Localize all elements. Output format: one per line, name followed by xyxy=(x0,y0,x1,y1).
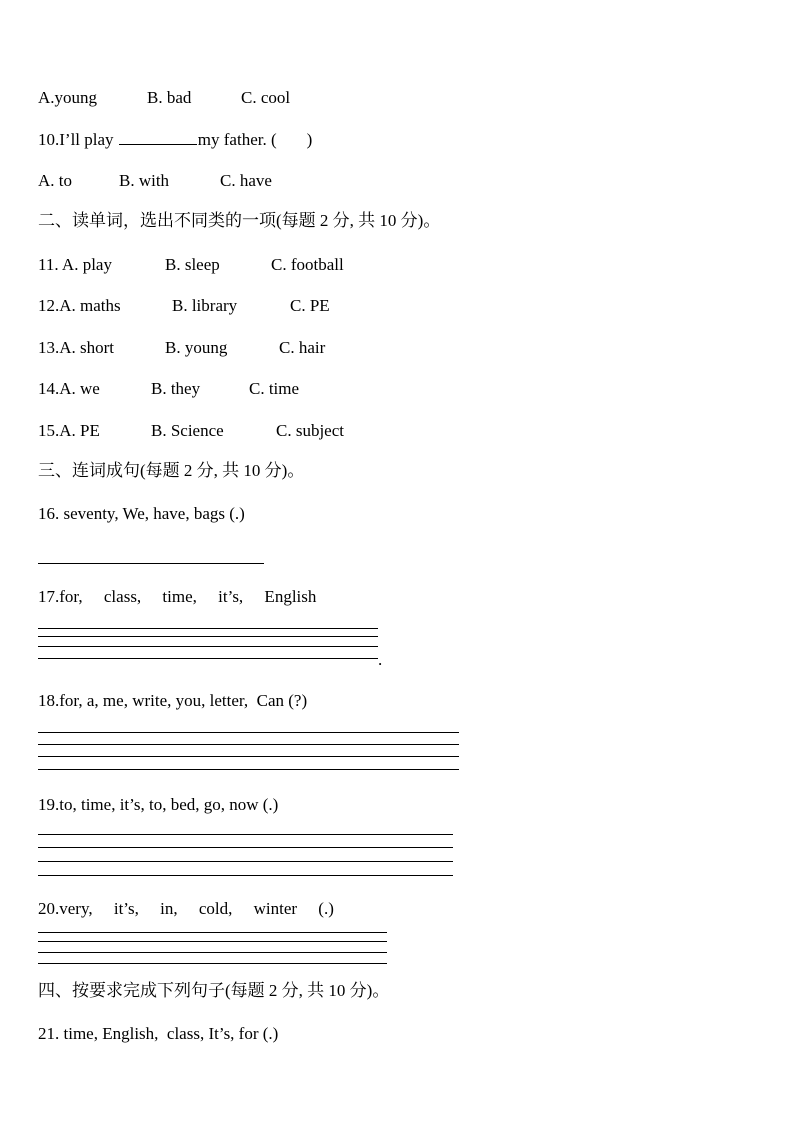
q20-answer-line-4[interactable] xyxy=(38,963,387,964)
q17-answer-line-3[interactable] xyxy=(38,646,378,647)
q17-answer-line-2[interactable] xyxy=(38,636,378,637)
q20-answer-line-2[interactable] xyxy=(38,941,387,942)
q19-number: 19 xyxy=(38,795,55,814)
q10-option-b: B. with xyxy=(119,171,170,190)
q13-option-a: .A. short xyxy=(55,338,115,357)
q11-number-line xyxy=(38,255,112,275)
q9-option-a: A.young xyxy=(38,88,98,107)
q10-blank[interactable] xyxy=(119,130,197,145)
q10-number: 10. xyxy=(38,130,60,149)
q19-answer-line-4[interactable] xyxy=(38,875,453,876)
section2-heading: 二、读单词，选出不同类的一项(每题 2 分, 共 10 分)。 xyxy=(38,211,441,230)
q10-stem xyxy=(38,130,312,150)
q16-number: 16 xyxy=(38,504,55,523)
q18-words: .for, a, me, write, you, letter, Can (?) xyxy=(55,691,308,710)
q10-text-after: my father. ( xyxy=(197,130,277,149)
q15-option-b: B. Science xyxy=(151,421,224,440)
q14-option-a: .A. we xyxy=(55,379,100,398)
q15-option-c: C. subject xyxy=(276,421,344,440)
q19-words: .to, time, it’s, to, bed, go, now (.) xyxy=(55,795,279,814)
q13-number-line xyxy=(38,338,114,358)
q17-answer-line-1[interactable] xyxy=(38,628,378,629)
q11-option-a: . A. play xyxy=(54,255,112,274)
q15-number: 15 xyxy=(38,421,55,440)
q16-prompt xyxy=(38,504,245,524)
q20-number: 20 xyxy=(38,899,55,918)
q18-number: 18 xyxy=(38,691,55,710)
q12-option-c: C. PE xyxy=(290,296,330,315)
q13-option-b: B. young xyxy=(165,338,228,357)
q17-words: .for, class, time, it’s, English xyxy=(55,587,317,606)
q10-close-paren: ) xyxy=(306,130,313,149)
q16-answer-line[interactable] xyxy=(38,563,264,564)
q18-answer-line-2[interactable] xyxy=(38,744,459,745)
q21-words: . time, English, class, It’s, for (.) xyxy=(55,1024,279,1043)
q20-answer-line-1[interactable] xyxy=(38,932,387,933)
q17-end-period: . xyxy=(378,650,383,669)
q12-number-line xyxy=(38,296,121,316)
section4-heading: 四、按要求完成下列句子(每题 2 分, 共 10 分)。 xyxy=(38,981,390,1000)
q10-option-a: A. to xyxy=(38,171,72,190)
q9-option-c: C. cool xyxy=(241,88,291,107)
q20-prompt xyxy=(38,899,334,919)
q13-option-c: C. hair xyxy=(279,338,326,357)
q20-words: .very, it’s, in, cold, winter (.) xyxy=(55,899,334,918)
q14-number: 14 xyxy=(38,379,55,398)
q11-option-b: B. sleep xyxy=(165,255,220,274)
q19-prompt xyxy=(38,795,278,815)
q14-option-c: C. time xyxy=(249,379,300,398)
q14-number-line xyxy=(38,379,100,399)
q18-prompt xyxy=(38,691,307,711)
q19-answer-line-1[interactable] xyxy=(38,834,453,835)
q15-number-line xyxy=(38,421,100,441)
q19-answer-line-2[interactable] xyxy=(38,847,453,848)
q11-number: 11 xyxy=(38,255,55,274)
q21-prompt xyxy=(38,1024,278,1044)
q20-answer-line-3[interactable] xyxy=(38,952,387,953)
q21-number: 21 xyxy=(38,1024,55,1043)
section3-heading: 三、连词成句(每题 2 分, 共 10 分)。 xyxy=(38,461,305,480)
q12-option-a: .A. maths xyxy=(55,296,121,315)
q17-answer-line-4[interactable] xyxy=(38,658,378,659)
q12-number: 12 xyxy=(38,296,55,315)
q17-prompt xyxy=(38,587,316,607)
q18-answer-line-4[interactable] xyxy=(38,769,459,770)
q18-answer-line-1[interactable] xyxy=(38,732,459,733)
q10-text-before: I’ll play xyxy=(59,130,118,149)
q11-option-c: C. football xyxy=(271,255,344,274)
q17-number: 17 xyxy=(38,587,55,606)
q10-option-c: C. have xyxy=(220,171,272,190)
q18-answer-line-3[interactable] xyxy=(38,756,459,757)
q15-option-a: .A. PE xyxy=(55,421,100,440)
q14-option-b: B. they xyxy=(151,379,201,398)
q9-option-b: B. bad xyxy=(147,88,192,107)
q12-option-b: B. library xyxy=(172,296,238,315)
q13-number: 13 xyxy=(38,338,55,357)
q19-answer-line-3[interactable] xyxy=(38,861,453,862)
q16-words: . seventy, We, have, bags (.) xyxy=(55,504,245,523)
